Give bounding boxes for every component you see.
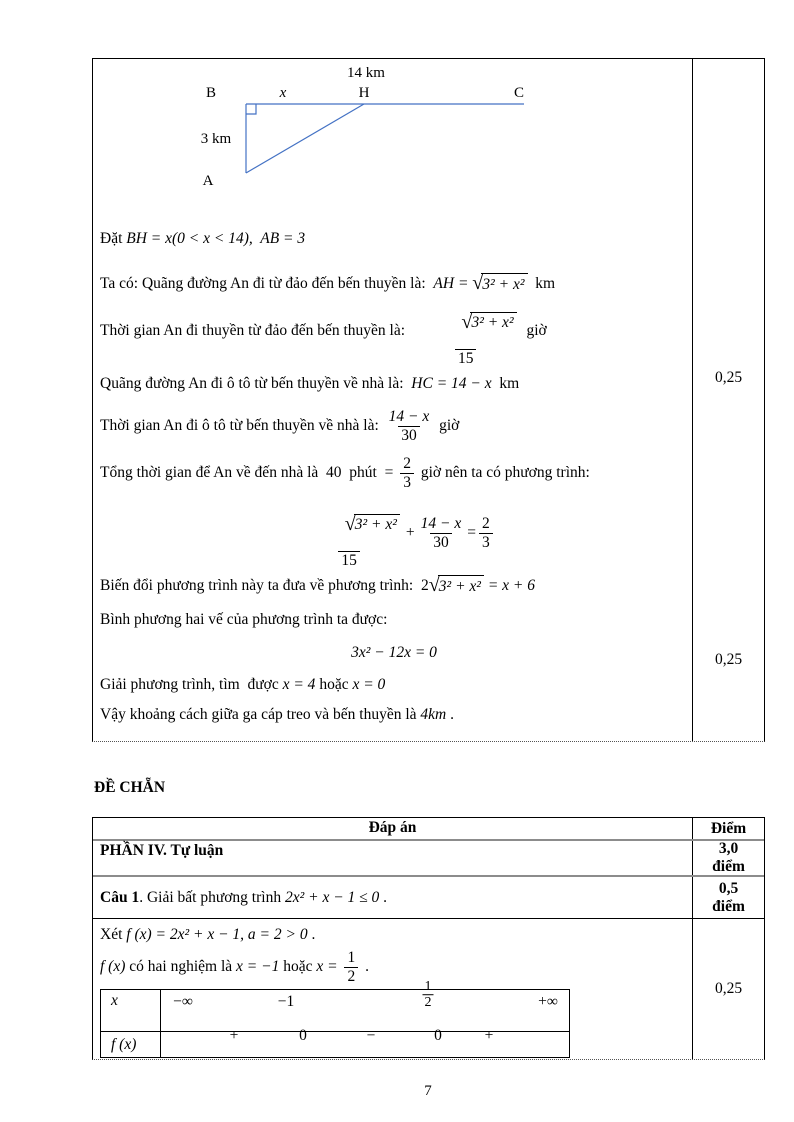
text: . — [446, 706, 454, 724]
line-quangduong-2 — [100, 371, 688, 397]
math-expression: f (x) — [100, 958, 126, 975]
sqrt-expression — [461, 312, 516, 332]
line-biendoi — [100, 571, 688, 601]
line-tong-thoi-gian — [100, 451, 688, 495]
fraction-denominator: 3 — [479, 533, 493, 551]
text: Tổng thời gian để An về đến nhà là 40 phút = — [100, 464, 398, 482]
radicand: 3² + x² — [470, 312, 516, 331]
fraction-denominator: 2 — [424, 995, 432, 1011]
text: Thời gian An đi thuyền từ đảo đến bến thuyền là: — [100, 322, 409, 340]
coefficient: 2 — [420, 577, 429, 595]
points-line-1: 0,5 — [718, 879, 739, 897]
diagram-line-AH — [246, 104, 364, 173]
sign-value: 0 — [434, 1027, 442, 1044]
math-expression: HC = 14 − x — [411, 375, 492, 393]
fraction-denominator: 30 — [398, 426, 420, 444]
fraction — [386, 408, 433, 444]
row-phan-iv — [93, 841, 764, 877]
math-expression: AH = — [433, 275, 473, 293]
answer-table-1 — [92, 58, 765, 742]
text: Thời gian An đi ô tô từ bến thuyền về nhà là: — [100, 417, 383, 435]
answer-table-1-main-column — [93, 59, 693, 741]
x-value-fraction — [423, 979, 434, 1011]
text: giờ nên ta có phương trình: — [416, 464, 590, 482]
x-value: −∞ — [173, 992, 193, 1010]
line-nghiem — [100, 947, 688, 987]
header-dap-an: Đáp án — [93, 818, 693, 839]
points-line-2: điểm — [712, 897, 745, 915]
fraction — [344, 949, 358, 985]
points-value: 0,25 — [714, 980, 743, 998]
solution-points — [693, 919, 764, 1059]
math-expression: = x + 6 — [483, 577, 535, 595]
radicand: 3² + x² — [438, 575, 484, 596]
radical-icon: √ — [344, 512, 356, 535]
math-expression: x = 4 — [282, 676, 316, 694]
line-thoigian-2 — [100, 403, 688, 449]
line-taco — [100, 269, 688, 299]
text: . Giải bất phương trình — [139, 888, 285, 906]
solution-cell — [93, 919, 693, 1059]
text: Xét — [100, 926, 127, 943]
math-expression: x = — [316, 958, 342, 975]
fraction — [418, 515, 465, 551]
sign-value: + — [484, 1027, 494, 1044]
row-cau-1 — [93, 877, 764, 919]
text: . — [307, 926, 316, 943]
fraction-numerator: 2 — [482, 515, 490, 533]
sqrt-expression — [345, 514, 400, 534]
plus-sign: + — [405, 524, 415, 542]
fraction-denominator: 30 — [430, 533, 452, 551]
points-value: 0,25 — [714, 369, 743, 386]
text: Vậy khoảng cách giữa ga cáp treo và bến thuyền là — [100, 706, 421, 724]
math-expression: 2x² + x − 1 ≤ 0 — [284, 888, 380, 906]
cau-1-points — [693, 877, 764, 918]
fraction-numerator — [295, 496, 403, 551]
label-3km: 3 km — [200, 131, 232, 147]
sqrt-expression — [429, 575, 484, 596]
line-conclusion — [100, 702, 688, 728]
text: hoặc — [279, 958, 317, 975]
sign-value: 0 — [299, 1027, 307, 1044]
page-number: 7 — [424, 1083, 432, 1099]
sign-table-x-values — [161, 978, 569, 1031]
math-expression: f (x) = 2x² + x − 1, a = 2 > 0 — [126, 926, 308, 943]
text: . — [361, 958, 369, 975]
phan-iv-label: PHẦN IV. Tự luận — [93, 841, 693, 875]
equation-quadratic — [100, 640, 688, 666]
sign-table-x-label: x — [101, 990, 161, 1031]
fraction — [400, 455, 414, 491]
answer-table-2 — [92, 817, 765, 1060]
text: Biến đổi phương trình này ta đưa về phương trình: — [100, 577, 421, 595]
equals-sign: = — [467, 524, 477, 542]
text: giờ — [522, 322, 547, 340]
fraction-numerator: 14 − x — [388, 408, 430, 426]
math-expression: 3x² − 12x = 0 — [351, 644, 437, 662]
line-dat — [100, 227, 688, 251]
x-value: −1 — [277, 992, 295, 1010]
row-cau-1-solution — [93, 919, 764, 1059]
label-x: x — [279, 85, 287, 101]
fraction-numerator — [412, 294, 520, 349]
cau-1-statement — [93, 877, 693, 918]
math-expression: x = −1 — [236, 958, 280, 975]
fraction-numerator: 2 — [403, 455, 411, 473]
math-expression: x = 0 — [352, 676, 386, 694]
right-angle-mark — [246, 104, 256, 114]
fraction — [412, 294, 520, 367]
text: có hai nghiệm là — [125, 958, 237, 975]
label-C: C — [513, 85, 525, 101]
radical-icon: √ — [428, 574, 440, 597]
sign-table — [100, 978, 570, 1058]
sign-value: − — [366, 1027, 376, 1044]
equation-main — [100, 505, 688, 570]
fraction — [295, 496, 403, 569]
fraction-denominator: 15 — [455, 349, 477, 367]
line-xet — [100, 923, 688, 947]
fraction-numerator: 14 − x — [420, 515, 462, 533]
text: Giải phương trình, tìm được — [100, 676, 283, 694]
radical-icon: √ — [472, 272, 484, 295]
fraction — [479, 515, 493, 551]
table-header-row — [93, 818, 764, 841]
text: Ta có: Quãng đường An đi từ đảo đến bến thuyền là: — [100, 275, 434, 293]
label-14km: 14 km — [347, 65, 385, 81]
radical-icon: √ — [461, 310, 473, 333]
fraction-numerator: 1 — [424, 978, 432, 994]
triangle-diagram — [93, 59, 693, 224]
section-heading-de-chan: ĐỀ CHẴN — [94, 779, 166, 796]
header-diem: Điểm — [710, 819, 747, 837]
label-H: H — [358, 85, 370, 101]
points-line-1: 3,0 — [718, 840, 739, 858]
points-value: 0,25 — [714, 651, 743, 668]
sign-table-fx-values — [161, 1027, 569, 1058]
line-giai — [100, 672, 688, 698]
answer-table-1-points-column — [693, 59, 764, 741]
text: Đặt — [100, 230, 127, 248]
cau-1-label: Câu 1 — [100, 888, 140, 906]
sign-table-fx-label: f (x) — [101, 1031, 161, 1058]
text: km — [491, 375, 520, 393]
x-value: +∞ — [538, 992, 558, 1010]
text: Quãng đường An đi ô tô từ bến thuyền về nhà là: — [100, 375, 412, 393]
text: hoặc — [315, 676, 353, 694]
fraction-numerator: 1 — [347, 949, 356, 967]
line-thoigian-1 — [100, 305, 688, 368]
fraction-denominator: 3 — [400, 473, 414, 491]
label-B: B — [205, 85, 217, 101]
line-binhphuong — [100, 608, 688, 632]
sign-value: + — [229, 1027, 239, 1044]
text: . — [379, 888, 388, 906]
label-A: A — [202, 173, 214, 189]
points-line-2: điểm — [712, 858, 745, 875]
fraction-denominator: 15 — [338, 551, 360, 569]
text: Bình phương hai vế của phương trình ta được: — [100, 611, 388, 629]
math-expression: 4km — [420, 706, 447, 724]
phan-iv-points — [693, 841, 764, 875]
radicand: 3² + x² — [481, 273, 527, 294]
fraction-denominator: 2 — [344, 967, 358, 985]
text: km — [527, 275, 556, 293]
math-expression: BH = x(0 < x < 14), AB = 3 — [126, 230, 306, 248]
radicand: 3² + x² — [354, 514, 400, 533]
sqrt-expression — [472, 273, 527, 294]
text: giờ — [435, 417, 460, 435]
